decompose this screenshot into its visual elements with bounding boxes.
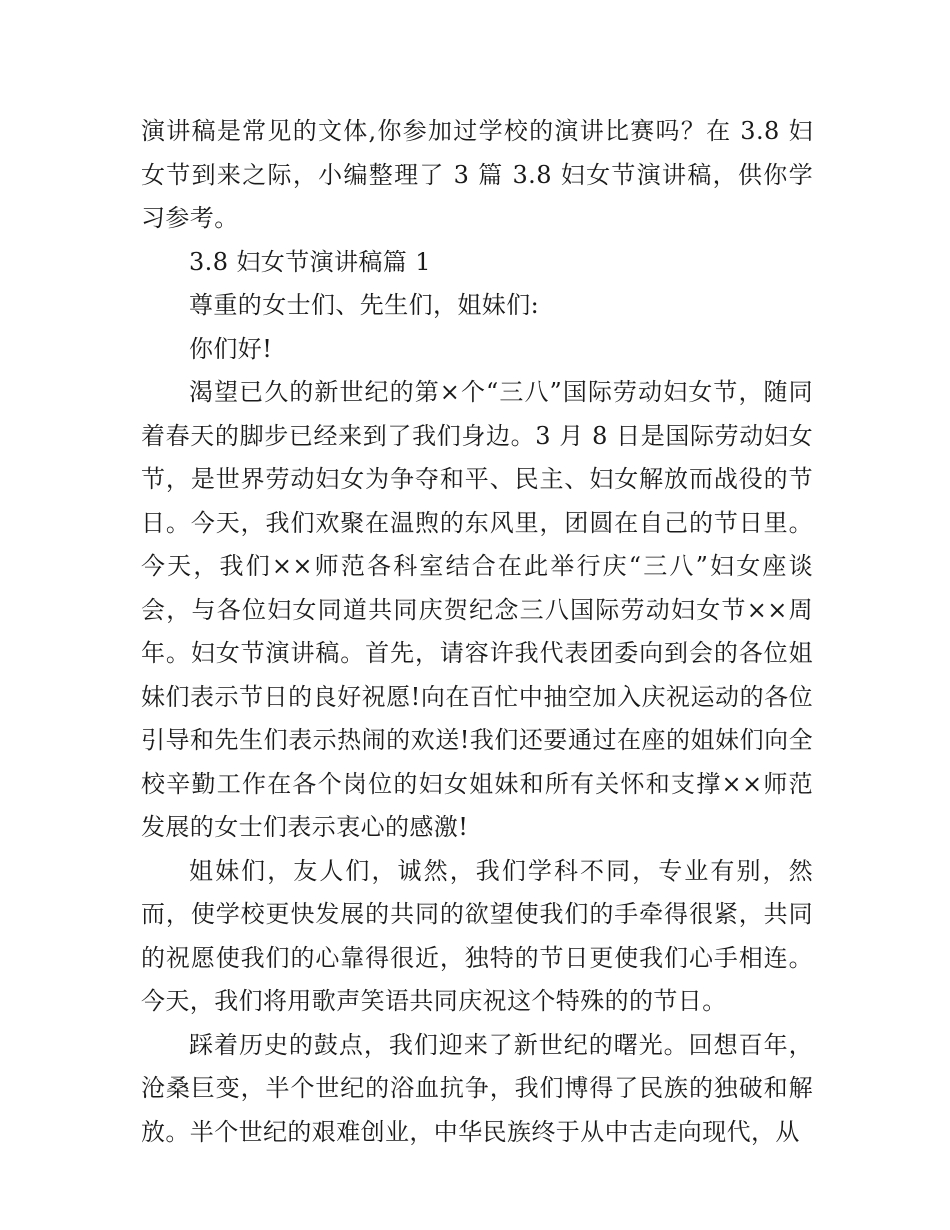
greeting: 你们好! [189,334,273,363]
body-paragraph: 姐妹们，友人们，诚然，我们学科不同，专业有别，然而，使学校更快发展的共同的欲望使我们的手牵得很紧，共同的祝愿使我们的心靠得很近，独特的节日更使我们心手相连。今天，我们将用歌声笑语共同庆祝这个特殊的的节日。 [141,856,813,1015]
body-paragraph: 渴望已久的新世纪的第×个“三八”国际劳动妇女节，随同着春天的脚步已经来到了我们身边。3 月 8 日是国际劳动妇女节，是世界劳动妇女为争夺和平、民主、妇女解放而战役的节日。今天，我们欢聚在温煦的东风里，团圆在自己的节日里。今天，我们××师范各科室结合在此举行庆“三八”妇女座谈会，与各位妇女同道共同庆贺纪念三八国际劳动妇女节××周年。妇女节演讲稿。首先，请容许我代表团委向到会的各位姐妹们表示节日的良好祝愿!向在百忙中抽空加入庆祝运动的各位引导和先生们表示热闹的欢送!我们还要通过在座的姐妹们向全校辛勤工作在各个岗位的妇女姐妹和所有关怀和支撑××师范发展的女士们表示衷心的感激! [141,378,813,841]
document-body [141,110,813,1154]
intro-paragraph: 演讲稿是常见的文体,你参加过学校的演讲比赛吗？在 3.8 妇女节到来之际，小编整理了 3 篇 3.8 妇女节演讲稿，供你学习参考。 [141,117,813,232]
section-heading: 3.8 妇女节演讲稿篇 1 [189,247,431,276]
salutation: 尊重的女士们、先生们，姐妹们: [189,291,540,319]
body-paragraph: 踩着历史的鼓点，我们迎来了新世纪的曙光。回想百年，沧桑巨变，半个世纪的浴血抗争，我们博得了民族的独破和解放。半个世纪的艰难创业，中华民族终于从中古走向现代，从 [141,1030,813,1146]
